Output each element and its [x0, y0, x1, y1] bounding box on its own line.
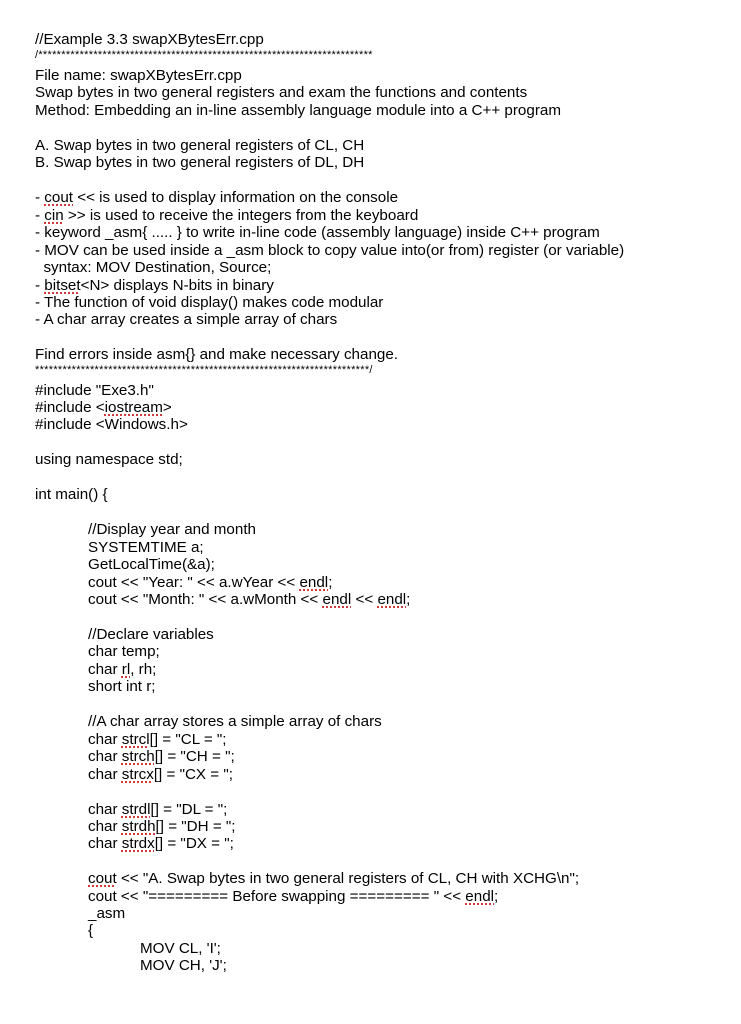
- spellcheck-flagged-word: strdh: [121, 818, 156, 835]
- text-segment: //A char array stores a simple array of chars: [88, 713, 382, 730]
- text-segment: >: [162, 399, 172, 416]
- text-segment: _asm: [88, 905, 126, 922]
- code-line: [35, 451, 183, 468]
- code-line: [140, 940, 221, 957]
- code-line: [35, 84, 527, 101]
- text-segment: syntax: MOV Destination, Source;: [35, 259, 272, 276]
- text-segment: - keyword _asm{ ..... } to write in-line code (assembly language) inside C++ program: [35, 224, 600, 241]
- code-line: [35, 189, 398, 206]
- code-line: [35, 486, 108, 503]
- code-line: [35, 399, 172, 416]
- code-line: [88, 870, 579, 887]
- code-line: [88, 643, 160, 660]
- spellcheck-flagged-word: endl: [465, 888, 495, 905]
- spellcheck-flagged-word: cout: [88, 870, 117, 887]
- text-segment: cout << "Year: " << a.wYear <<: [88, 574, 300, 591]
- text-segment: GetLocalTime(&a);: [88, 556, 215, 573]
- spellcheck-flagged-word: strcl: [121, 731, 150, 748]
- text-segment: [] = "CX = ";: [153, 766, 233, 783]
- spellcheck-flagged-word: strch: [121, 748, 155, 765]
- code-line: [88, 905, 125, 922]
- text-segment: MOV CL, 'I';: [140, 940, 221, 957]
- code-line: [35, 277, 274, 294]
- code-line: [88, 678, 156, 695]
- text-segment: char temp;: [88, 643, 160, 660]
- text-segment: , rh;: [130, 661, 157, 678]
- spellcheck-flagged-word: iostream: [104, 399, 163, 416]
- text-segment: char: [88, 748, 122, 765]
- text-segment: using namespace std;: [35, 451, 183, 468]
- code-line: [88, 661, 156, 678]
- text-segment: //Display year and month: [88, 521, 256, 538]
- code-line: [88, 713, 382, 730]
- text-segment: MOV CH, 'J';: [140, 957, 227, 974]
- spellcheck-flagged-word: endl: [322, 591, 352, 608]
- code-line: [88, 539, 204, 556]
- text-segment: cout << "========= Before swapping ========= " <<: [88, 888, 466, 905]
- text-segment: - MOV can be used inside a _asm block to copy value into(or from) register (or variable): [35, 242, 625, 259]
- text-segment: //Declare variables: [88, 626, 214, 643]
- text-segment: ;: [406, 591, 411, 608]
- code-line: [88, 626, 214, 643]
- code-line: [35, 137, 364, 154]
- text-segment: SYSTEMTIME a;: [88, 539, 204, 556]
- text-segment: << "A. Swap bytes in two general registers of CL, CH with XCHG\n";: [116, 870, 580, 887]
- text-segment: [] = "CL = ";: [149, 731, 227, 748]
- spellcheck-flagged-word: endl: [299, 574, 329, 591]
- text-segment: Find errors inside asm{} and make necessary change.: [35, 346, 399, 363]
- text-segment: -: [35, 277, 45, 294]
- spellcheck-flagged-word: strcx: [121, 766, 154, 783]
- text-segment: B. Swap bytes in two general registers of DL, DH: [35, 154, 365, 171]
- text-segment: char: [88, 661, 122, 678]
- code-line: [35, 416, 188, 433]
- text-segment: << is used to display information on the console: [73, 189, 399, 206]
- spellcheck-flagged-word: bitset: [44, 277, 81, 294]
- code-line: [35, 311, 337, 328]
- text-segment: ;: [328, 574, 333, 591]
- code-line: [88, 591, 410, 608]
- text-segment: <N> displays N-bits in binary: [80, 277, 274, 294]
- text-segment: ;: [494, 888, 499, 905]
- code-line: [88, 835, 234, 852]
- text-segment: - The function of void display() makes code modular: [35, 294, 384, 311]
- text-segment: -: [35, 189, 45, 206]
- code-line: [88, 801, 227, 818]
- spellcheck-flagged-word: cin: [44, 207, 64, 224]
- text-segment: -: [35, 207, 45, 224]
- code-line: [35, 154, 364, 171]
- code-line: [35, 294, 383, 311]
- comment-border-line: [35, 362, 373, 379]
- text-segment: char: [88, 818, 122, 835]
- code-line: [35, 67, 242, 84]
- text-segment: File name: swapXBytesErr.cpp: [35, 67, 242, 84]
- code-line: [140, 957, 227, 974]
- text-segment: <<: [351, 591, 378, 608]
- code-line: [88, 818, 236, 835]
- code-line: [35, 207, 418, 224]
- spellcheck-flagged-word: strdx: [121, 835, 155, 852]
- text-segment: #include "Exe3.h": [35, 382, 154, 399]
- code-line: [88, 556, 215, 573]
- text-segment: //Example 3.3 swapXBytesErr.cpp: [35, 31, 264, 48]
- comment-border-line: [35, 47, 373, 64]
- code-line: [35, 259, 271, 276]
- text-segment: #include <Windows.h>: [35, 416, 188, 433]
- text-segment: Method: Embedding an in-line assembly language module into a C++ program: [35, 102, 561, 119]
- text-segment: int main() {: [35, 486, 108, 503]
- text-segment: >> is used to receive the integers from the keyboard: [63, 207, 419, 224]
- text-segment: #include <: [35, 399, 105, 416]
- text-segment: char: [88, 801, 122, 818]
- code-line: [88, 888, 498, 905]
- text-segment: {: [88, 922, 94, 939]
- spellcheck-flagged-word: cout: [44, 189, 73, 206]
- text-segment: char: [88, 731, 122, 748]
- code-line: [88, 574, 332, 591]
- text-segment: *************************************************************************/: [35, 364, 373, 376]
- code-line: [35, 102, 561, 119]
- code-line: [88, 766, 233, 783]
- text-segment: /*************************************************************************: [35, 49, 373, 61]
- text-segment: - A char array creates a simple array of chars: [35, 311, 338, 328]
- text-segment: A. Swap bytes in two general registers of CL, CH: [35, 137, 365, 154]
- code-line: [88, 922, 93, 939]
- text-segment: cout << "Month: " << a.wMonth <<: [88, 591, 323, 608]
- code-line: [35, 242, 624, 259]
- text-segment: char: [88, 835, 122, 852]
- text-segment: [] = "DH = ";: [155, 818, 236, 835]
- text-segment: [] = "CH = ";: [154, 748, 235, 765]
- code-line: [88, 731, 227, 748]
- code-line: [35, 382, 154, 399]
- code-line: [88, 748, 235, 765]
- spellcheck-flagged-word: endl: [377, 591, 407, 608]
- text-segment: char: [88, 766, 122, 783]
- text-segment: [] = "DL = ";: [150, 801, 228, 818]
- code-line: [35, 346, 398, 363]
- code-line: [88, 521, 256, 538]
- spellcheck-flagged-word: strdl: [121, 801, 151, 818]
- spellcheck-flagged-word: rl: [121, 661, 131, 678]
- text-segment: Swap bytes in two general registers and exam the functions and contents: [35, 84, 528, 101]
- text-segment: [] = "DX = ";: [154, 835, 234, 852]
- code-line: [35, 31, 264, 48]
- code-line: [35, 224, 600, 241]
- text-segment: short int r;: [88, 678, 156, 695]
